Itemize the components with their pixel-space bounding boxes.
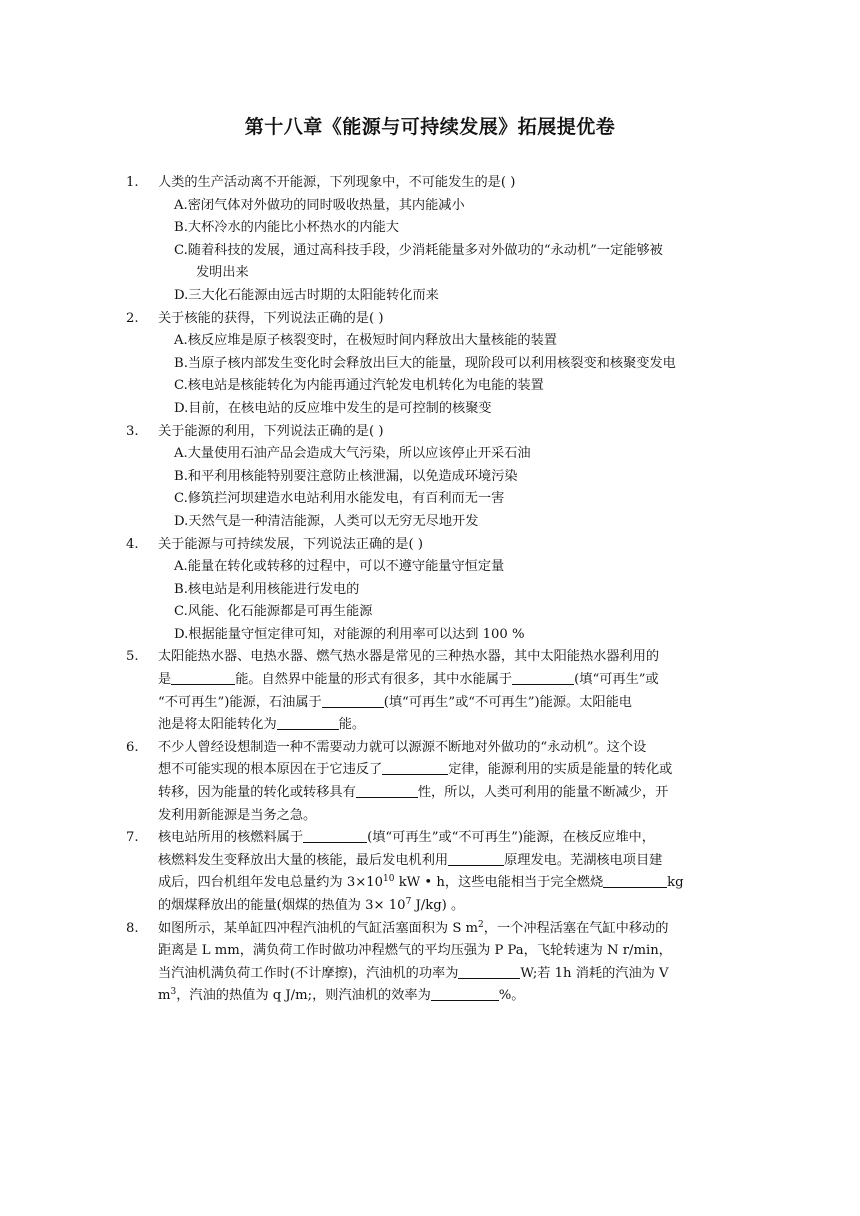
question-stem: 人类的生产活动离不开能源，下列现象中，不可能发生的是( ) [158, 175, 516, 190]
answer-blank [171, 669, 235, 685]
question-line: 是 能。自然界中能量的形式有很多，其中水能属于 (填“可再生”或 [158, 669, 738, 692]
question-number: 8. [126, 920, 139, 936]
question-number: 4. [126, 536, 139, 552]
answer-blank [431, 985, 499, 1001]
question-line: 想不可能实现的根本原因在于它违反了 定律，能源利用的实质是能量的转化或 [158, 759, 738, 782]
page-title: 第十八章《能源与可持续发展》拓展提优卷 [244, 116, 616, 138]
question-number: 7. [126, 830, 139, 846]
question-line: $m^3$，汽油的热值为 q J/m;，则汽油机的效率为 %。 [158, 987, 525, 1004]
option-b: B.当原子核内部发生变化时会释放出巨大的能量，现阶段可以利用核裂变和核聚变发电 [174, 355, 676, 371]
option-b: B.核电站是利用核能进行发电的 [174, 581, 360, 597]
question-7 [126, 827, 738, 917]
option-a: A.能量在转化或转移的过程中，可以不遵守能量守恒定量 [174, 559, 505, 575]
answer-blank [382, 759, 448, 775]
answer-blank [512, 669, 574, 685]
option-a: A.大量使用石油产品会造成大气污染，所以应该停止开采石油 [174, 446, 531, 462]
option-c: C.修筑拦河坝建造水电站利用水能发电，有百利而无一害 [174, 491, 505, 507]
option-c-continued: 发明出来 [196, 265, 249, 281]
question-2 [126, 308, 738, 421]
question-line: 太阳能热水器、电热水器、燃气热水器是常见的三种热水器，其中太阳能热水器利用的 [158, 649, 660, 665]
question-line: 转移，因为能量的转化或转移具有 性，所以，人类可利用的能量不断减少，开 [158, 782, 738, 805]
answer-blank [303, 827, 367, 843]
question-number: 2. [126, 310, 139, 326]
question-line: 池是将太阳能转化为 能。 [158, 714, 738, 737]
question-stem: 关于能源的利用，下列说法正确的是( ) [158, 423, 384, 439]
option-c: C.核电站是核能转化为内能再通过汽轮发电机转化为电能的装置 [174, 378, 544, 394]
option-d: D.天然气是一种清洁能源，人类可以无穷无尽地开发 [174, 513, 479, 529]
option-b: B.和平利用核能特别要注意防止核泄漏，以免造成环境污染 [174, 468, 518, 484]
question-6 [126, 737, 738, 827]
question-number: 6. [126, 739, 139, 755]
question-line: 核燃料发生变释放出大量的核能，最后发电机利用 原理发电。芜湖核电项目建 [158, 850, 738, 873]
option-d: D.根据能量守恒定律可知，对能源的利用率可以达到 100 % [174, 626, 525, 642]
question-8 [126, 918, 738, 1008]
option-c: C.随着科技的发展，通过高科技手段，少消耗能量多对外做功的“永动机”一定能够被 [174, 242, 663, 258]
option-a: A.核反应堆是原子核裂变时，在极短时间内释放出大量核能的装置 [174, 333, 557, 349]
question-number: 1. [126, 175, 139, 190]
question-line: 如图所示，某单缸四冲程汽油机的气缸活塞面积为 S $m^2$，一个冲程活塞在气缸中移动的 [158, 919, 669, 936]
question-line: 的烟煤释放出的能量(烟煤的热值为 $3\times 10^7$ J/kg) 。 [158, 897, 465, 913]
option-d: D.目前，在核电站的反应堆中发生的是可控制的核聚变 [174, 400, 492, 416]
question-line: 成后，四台机组年发电总量约为 $3\times 10^{10}$ kW • h，这些电能相当于完全燃烧 kg [158, 874, 684, 891]
question-line: 距离是 L mm，满负荷工作时做功冲程燃气的平均压强为 P Pa，飞轮转速为 N r/min， [158, 943, 672, 959]
question-list [126, 172, 738, 1008]
question-line: 发利用新能源是当务之急。 [158, 807, 317, 823]
option-b: B.大杯冷水的内能比小杯热水的内能大 [174, 220, 399, 236]
option-d: D.三大化石能源由远古时期的太阳能转化而来 [174, 287, 439, 303]
question-number: 5. [126, 649, 139, 665]
option-a: A.密闭气体对外做功的同时吸收热量，其内能减小 [174, 197, 465, 213]
question-number: 3. [126, 423, 139, 439]
question-line: “不可再生”)能源，石油属于 (填“可再生”或“不可再生”)能源。太阳能电 [158, 692, 738, 715]
answer-blank [356, 782, 418, 798]
answer-blank [322, 692, 384, 708]
question-stem: 关于核能的获得，下列说法正确的是( ) [158, 310, 384, 326]
answer-blank [603, 872, 667, 888]
question-3 [126, 421, 738, 534]
question-stem: 关于能源与可持续发展，下列说法正确的是( ) [158, 536, 424, 552]
question-line: 不少人曾经设想制造一种不需要动力就可以源源不断地对外做功的“永动机”。这个设 [158, 739, 647, 755]
question-1 [126, 172, 738, 308]
answer-blank [458, 963, 520, 979]
question-5 [126, 646, 738, 736]
question-4 [126, 534, 738, 647]
answer-blank [448, 850, 504, 866]
question-line: 当汽油机满负荷工作时(不计摩擦)，汽油机的功率为 W;若 1h 消耗的汽油为 V [158, 963, 738, 986]
question-line: 核电站所用的核燃料属于 (填“可再生”或“不可再生”)能源，在核反应堆中， [158, 827, 738, 850]
option-c: C.风能、化石能源都是可再生能源 [174, 604, 373, 620]
answer-blank [277, 714, 339, 730]
